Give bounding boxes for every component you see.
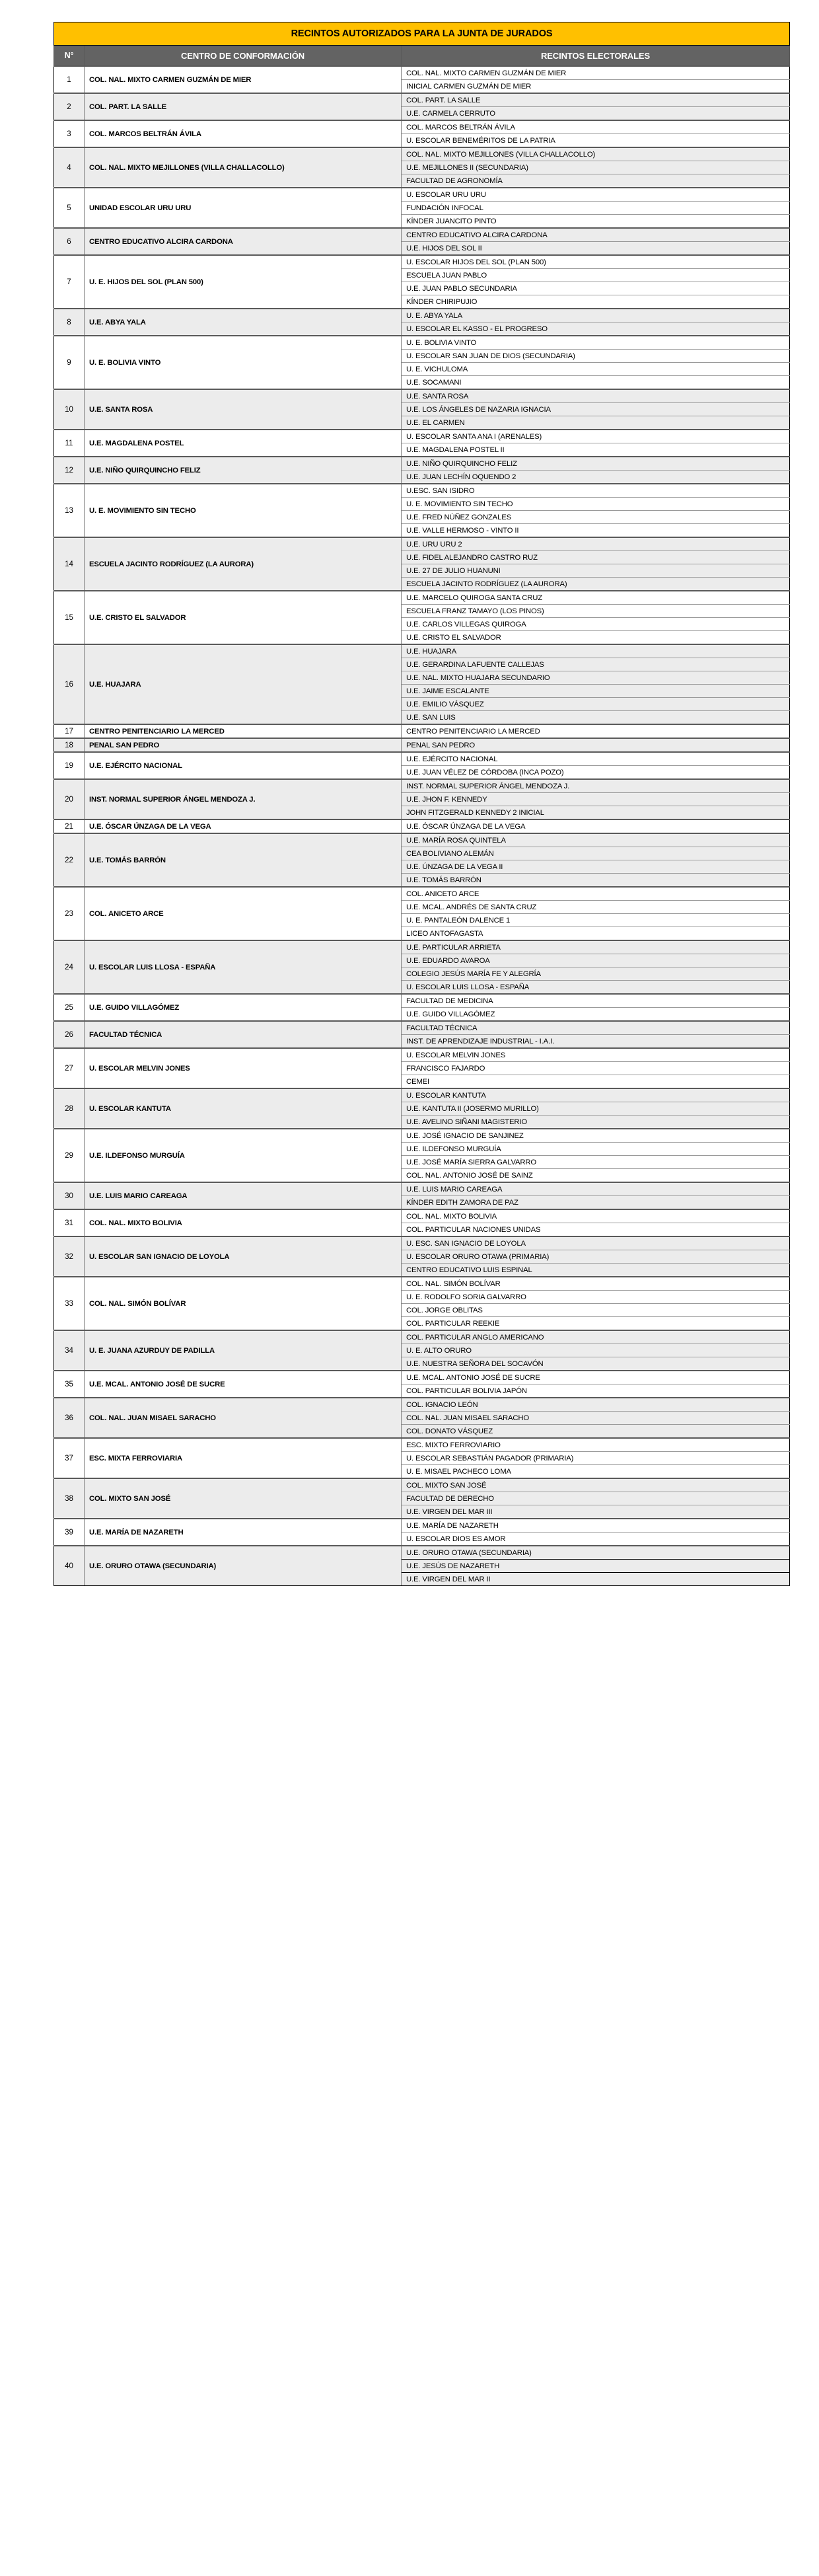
row-number: 37 [54, 1438, 85, 1478]
recinto-electoral-cell: COL. NAL. MIXTO CARMEN GUZMÁN DE MIER [402, 66, 790, 80]
row-number: 40 [54, 1546, 85, 1586]
recinto-electoral-cell: U. ESCOLAR SAN JUAN DE DIOS (SECUNDARIA) [402, 350, 790, 363]
recintos-table [53, 22, 790, 1586]
centro-de-conformacion-cell: ESCUELA JACINTO RODRÍGUEZ (LA AURORA) [85, 537, 402, 591]
centro-de-conformacion-cell: U.E. HUAJARA [85, 644, 402, 724]
recinto-electoral-cell: U.E. LOS ÁNGELES DE NAZARIA IGNACIA [402, 403, 790, 416]
column-header-num: N° [54, 46, 85, 67]
recinto-electoral-cell: U. ESCOLAR LUIS LLOSA - ESPAÑA [402, 981, 790, 995]
recinto-electoral-cell: U.E. VALLE HERMOSO - VINTO II [402, 524, 790, 538]
recinto-electoral-cell: U.E. ORURO OTAWA (SECUNDARIA) [402, 1546, 790, 1560]
recinto-electoral-cell: FACULTAD TÉCNICA [402, 1021, 790, 1035]
page-title: RECINTOS AUTORIZADOS PARA LA JUNTA DE JURADOS [54, 22, 790, 46]
centro-de-conformacion-cell: UNIDAD ESCOLAR URU URU [85, 188, 402, 228]
recinto-electoral-cell: KÍNDER JUANCITO PINTO [402, 215, 790, 229]
recinto-electoral-cell: U. ESCOLAR BENEMÉRITOS DE LA PATRIA [402, 134, 790, 148]
recinto-electoral-cell: U.E. ÓSCAR ÚNZAGA DE LA VEGA [402, 819, 790, 833]
centro-de-conformacion-cell: U.E. MAGDALENA POSTEL [85, 430, 402, 457]
recinto-electoral-cell: U.E. KANTUTA II (JOSERMO MURILLO) [402, 1102, 790, 1116]
table-row [54, 389, 790, 403]
table-row [54, 255, 790, 269]
recinto-electoral-cell: COL. MARCOS BELTRÁN ÁVILA [402, 120, 790, 134]
table-title-row [54, 22, 790, 46]
recinto-electoral-cell: U. ESCOLAR ORURO OTAWA (PRIMARIA) [402, 1250, 790, 1264]
column-header-centro-conformacion: CENTRO DE CONFORMACIÓN [85, 46, 402, 67]
row-number: 30 [54, 1182, 85, 1209]
centro-de-conformacion-cell: U.E. ORURO OTAWA (SECUNDARIA) [85, 1546, 402, 1586]
recinto-electoral-cell: CEMEI [402, 1075, 790, 1089]
recinto-electoral-cell: U.E. AVELINO SIÑANI MAGISTERIO [402, 1116, 790, 1129]
recinto-electoral-cell: U.E. MARÍA ROSA QUINTELA [402, 833, 790, 847]
table-row [54, 1236, 790, 1250]
table-row [54, 1277, 790, 1291]
recinto-electoral-cell: CENTRO EDUCATIVO LUIS ESPINAL [402, 1264, 790, 1277]
recinto-electoral-cell: COLEGIO JESÚS MARÍA FE Y ALEGRÍA [402, 967, 790, 981]
row-number: 24 [54, 940, 85, 994]
recinto-electoral-cell: COL. MIXTO SAN JOSÉ [402, 1478, 790, 1492]
recinto-electoral-cell: U.E. HIJOS DEL SOL II [402, 242, 790, 256]
row-number: 35 [54, 1371, 85, 1398]
recinto-electoral-cell: U.E. CARLOS VILLEGAS QUIROGA [402, 618, 790, 631]
centro-de-conformacion-cell: U.E. NIÑO QUIRQUINCHO FELIZ [85, 457, 402, 484]
table-row [54, 644, 790, 658]
recinto-electoral-cell: U. ESCOLAR DIOS ES AMOR [402, 1533, 790, 1546]
recinto-electoral-cell: U.E. FIDEL ALEJANDRO CASTRO RUZ [402, 551, 790, 564]
recinto-electoral-cell: U.E. EMILIO VÁSQUEZ [402, 698, 790, 711]
row-number: 39 [54, 1519, 85, 1546]
recinto-electoral-cell: U.E. PARTICULAR ARRIETA [402, 940, 790, 954]
centro-de-conformacion-cell: U. ESCOLAR MELVIN JONES [85, 1048, 402, 1088]
recinto-electoral-cell: KÍNDER EDITH ZAMORA DE PAZ [402, 1196, 790, 1210]
row-number: 9 [54, 336, 85, 389]
recinto-electoral-cell: U.E. ÚNZAGA DE LA VEGA II [402, 860, 790, 874]
recinto-electoral-cell: U. E. ALTO ORURO [402, 1344, 790, 1357]
recinto-electoral-cell: FACULTAD DE AGRONOMÍA [402, 174, 790, 188]
centro-de-conformacion-cell: INST. NORMAL SUPERIOR ÁNGEL MENDOZA J. [85, 779, 402, 819]
table-row [54, 93, 790, 107]
recinto-electoral-cell: COL. PART. LA SALLE [402, 93, 790, 107]
table-row [54, 1438, 790, 1452]
row-number: 16 [54, 644, 85, 724]
recinto-electoral-cell: U.E. JAIME ESCALANTE [402, 685, 790, 698]
recinto-electoral-cell: U.E. JOSÉ MARÍA SIERRA GALVARRO [402, 1156, 790, 1169]
recinto-electoral-cell: U.E. EDUARDO AVAROA [402, 954, 790, 967]
row-number: 5 [54, 188, 85, 228]
recinto-electoral-cell: INST. NORMAL SUPERIOR ÁNGEL MENDOZA J. [402, 779, 790, 793]
table-row [54, 147, 790, 161]
recinto-electoral-cell: U. ESCOLAR EL KASSO - EL PROGRESO [402, 322, 790, 336]
recinto-electoral-cell: U.E. EJÉRCITO NACIONAL [402, 752, 790, 766]
recinto-electoral-cell: U.E. MARCELO QUIROGA SANTA CRUZ [402, 591, 790, 605]
centro-de-conformacion-cell: FACULTAD TÉCNICA [85, 1021, 402, 1048]
row-number: 38 [54, 1478, 85, 1519]
row-number: 26 [54, 1021, 85, 1048]
centro-de-conformacion-cell: COL. NAL. JUAN MISAEL SARACHO [85, 1398, 402, 1438]
recinto-electoral-cell: U.E. NAL. MIXTO HUAJARA SECUNDARIO [402, 671, 790, 685]
table-row [54, 1330, 790, 1344]
recinto-electoral-cell: U.E. HUAJARA [402, 644, 790, 658]
centro-de-conformacion-cell: U.E. LUIS MARIO CAREAGA [85, 1182, 402, 1209]
row-number: 34 [54, 1330, 85, 1371]
recinto-electoral-cell: COL. NAL. ANTONIO JOSÉ DE SAINZ [402, 1169, 790, 1183]
centro-de-conformacion-cell: U. E. BOLIVIA VINTO [85, 336, 402, 389]
recinto-electoral-cell: U.E. GUIDO VILLAGÓMEZ [402, 1008, 790, 1022]
recinto-electoral-cell: U.E. JUAN VÉLEZ DE CÓRDOBA (INCA POZO) [402, 766, 790, 780]
table-row [54, 724, 790, 738]
row-number: 33 [54, 1277, 85, 1330]
recinto-electoral-cell: U. E. VICHULOMA [402, 363, 790, 376]
centro-de-conformacion-cell: COL. ANICETO ARCE [85, 887, 402, 940]
recinto-electoral-cell: U.E. GERARDINA LAFUENTE CALLEJAS [402, 658, 790, 671]
table-row [54, 752, 790, 766]
table-row [54, 1182, 790, 1196]
row-number: 31 [54, 1209, 85, 1236]
recinto-electoral-cell: U. E. MOVIMIENTO SIN TECHO [402, 498, 790, 511]
table-row [54, 779, 790, 793]
row-number: 2 [54, 93, 85, 120]
recinto-electoral-cell: U. ESC. SAN IGNACIO DE LOYOLA [402, 1236, 790, 1250]
table-row [54, 537, 790, 551]
recinto-electoral-cell: U.E. LUIS MARIO CAREAGA [402, 1182, 790, 1196]
row-number: 14 [54, 537, 85, 591]
row-number: 7 [54, 255, 85, 309]
row-number: 6 [54, 228, 85, 255]
recinto-electoral-cell: U.E. JESÚS DE NAZARETH [402, 1560, 790, 1573]
recinto-electoral-cell: COL. PARTICULAR REEKIE [402, 1317, 790, 1331]
recinto-electoral-cell: CEA BOLIVIANO ALEMÁN [402, 847, 790, 860]
row-number: 28 [54, 1088, 85, 1129]
row-number: 8 [54, 309, 85, 336]
table-row [54, 1048, 790, 1062]
recinto-electoral-cell: ESCUELA FRANZ TAMAYO (LOS PINOS) [402, 605, 790, 618]
row-number: 23 [54, 887, 85, 940]
column-header-recintos-electorales: RECINTOS ELECTORALES [402, 46, 790, 67]
centro-de-conformacion-cell: U.E. ILDEFONSO MURGUÍA [85, 1129, 402, 1182]
centro-de-conformacion-cell: U.E. TOMÁS BARRÓN [85, 833, 402, 887]
centro-de-conformacion-cell: U.E. EJÉRCITO NACIONAL [85, 752, 402, 779]
centro-de-conformacion-cell: U.E. GUIDO VILLAGÓMEZ [85, 994, 402, 1021]
centro-de-conformacion-cell: U. ESCOLAR KANTUTA [85, 1088, 402, 1129]
recinto-electoral-cell: COL. DONATO VÁSQUEZ [402, 1425, 790, 1439]
recinto-electoral-cell: U.E. SAN LUIS [402, 711, 790, 725]
recinto-electoral-cell: U. ESCOLAR HIJOS DEL SOL (PLAN 500) [402, 255, 790, 269]
table-row [54, 994, 790, 1008]
recinto-electoral-cell: U.E. CRISTO EL SALVADOR [402, 631, 790, 645]
centro-de-conformacion-cell: U.E. ABYA YALA [85, 309, 402, 336]
recinto-electoral-cell: U. E. ABYA YALA [402, 309, 790, 322]
recinto-electoral-cell: U.ESC. SAN ISIDRO [402, 484, 790, 498]
recinto-electoral-cell: INST. DE APRENDIZAJE INDUSTRIAL - I.A.I. [402, 1035, 790, 1049]
recinto-electoral-cell: U.E. MCAL. ANDRÉS DE SANTA CRUZ [402, 901, 790, 914]
table-row [54, 309, 790, 322]
recinto-electoral-cell: U. E. MISAEL PACHECO LOMA [402, 1465, 790, 1479]
centro-de-conformacion-cell: COL. NAL. MIXTO CARMEN GUZMÁN DE MIER [85, 66, 402, 93]
recinto-electoral-cell: COL. ANICETO ARCE [402, 887, 790, 901]
row-number: 15 [54, 591, 85, 644]
row-number: 4 [54, 147, 85, 188]
row-number: 21 [54, 819, 85, 833]
recinto-electoral-cell: ESC. MIXTO FERROVIARIO [402, 1438, 790, 1452]
table-row [54, 430, 790, 443]
row-number: 13 [54, 484, 85, 537]
recinto-electoral-cell: COL. NAL. MIXTO BOLIVIA [402, 1209, 790, 1223]
table-row [54, 228, 790, 242]
row-number: 27 [54, 1048, 85, 1088]
row-number: 3 [54, 120, 85, 147]
recinto-electoral-cell: U.E. FRED NÚÑEZ GONZALES [402, 511, 790, 524]
row-number: 22 [54, 833, 85, 887]
recinto-electoral-cell: FRANCISCO FAJARDO [402, 1062, 790, 1075]
centro-de-conformacion-cell: CENTRO EDUCATIVO ALCIRA CARDONA [85, 228, 402, 255]
recinto-electoral-cell: INICIAL CARMEN GUZMÁN DE MIER [402, 80, 790, 94]
centro-de-conformacion-cell: U.E. SANTA ROSA [85, 389, 402, 430]
recinto-electoral-cell: COL. PARTICULAR BOLIVIA JAPÓN [402, 1384, 790, 1398]
recinto-electoral-cell: ESCUELA JUAN PABLO [402, 269, 790, 282]
table-row [54, 833, 790, 847]
recinto-electoral-cell: U.E. MARÍA DE NAZARETH [402, 1519, 790, 1533]
recinto-electoral-cell: COL. NAL. JUAN MISAEL SARACHO [402, 1412, 790, 1425]
recinto-electoral-cell: COL. PARTICULAR ANGLO AMERICANO [402, 1330, 790, 1344]
table-row [54, 336, 790, 350]
table-row [54, 591, 790, 605]
recinto-electoral-cell: U.E. EL CARMEN [402, 416, 790, 430]
recinto-electoral-cell: CENTRO EDUCATIVO ALCIRA CARDONA [402, 228, 790, 242]
recinto-electoral-cell: U. ESCOLAR SANTA ANA I (ARENALES) [402, 430, 790, 443]
row-number: 12 [54, 457, 85, 484]
recinto-electoral-cell: U.E. JHON F. KENNEDY [402, 793, 790, 806]
centro-de-conformacion-cell: COL. NAL. SIMÓN BOLÍVAR [85, 1277, 402, 1330]
recinto-electoral-cell: U.E. VIRGEN DEL MAR III [402, 1505, 790, 1519]
recinto-electoral-cell: COL. NAL. SIMÓN BOLÍVAR [402, 1277, 790, 1291]
centro-de-conformacion-cell: U. E. HIJOS DEL SOL (PLAN 500) [85, 255, 402, 309]
recinto-electoral-cell: U.E. TOMÁS BARRÓN [402, 874, 790, 888]
centro-de-conformacion-cell: ESC. MIXTA FERROVIARIA [85, 1438, 402, 1478]
table-row [54, 887, 790, 901]
table-row [54, 1519, 790, 1533]
table-row [54, 120, 790, 134]
recinto-electoral-cell: U. E. PANTALEÓN DALENCE 1 [402, 914, 790, 927]
recinto-electoral-cell: U.E. JUAN LECHÍN OQUENDO 2 [402, 471, 790, 484]
table-row [54, 1021, 790, 1035]
recinto-electoral-cell: U.E. JOSÉ IGNACIO DE SANJINEZ [402, 1129, 790, 1143]
table-row [54, 1546, 790, 1560]
row-number: 18 [54, 738, 85, 752]
recinto-electoral-cell: U. E. RODOLFO SORIA GALVARRO [402, 1291, 790, 1304]
recinto-electoral-cell: COL. IGNACIO LEÓN [402, 1398, 790, 1412]
recinto-electoral-cell: U.E. 27 DE JULIO HUANUNI [402, 564, 790, 578]
centro-de-conformacion-cell: PENAL SAN PEDRO [85, 738, 402, 752]
recinto-electoral-cell: U.E. SANTA ROSA [402, 389, 790, 403]
recinto-electoral-cell: U.E. MEJILLONES II (SECUNDARIA) [402, 161, 790, 174]
table-row [54, 1129, 790, 1143]
table-row [54, 484, 790, 498]
row-number: 10 [54, 389, 85, 430]
recinto-electoral-cell: U.E. SOCAMANI [402, 376, 790, 390]
row-number: 19 [54, 752, 85, 779]
centro-de-conformacion-cell: U.E. MCAL. ANTONIO JOSÉ DE SUCRE [85, 1371, 402, 1398]
recinto-electoral-cell: COL. JORGE OBLITAS [402, 1304, 790, 1317]
row-number: 20 [54, 779, 85, 819]
centro-de-conformacion-cell: COL. NAL. MIXTO MEJILLONES (VILLA CHALLACOLLO) [85, 147, 402, 188]
recinto-electoral-cell: U.E. URU URU 2 [402, 537, 790, 551]
recinto-electoral-cell: COL. NAL. MIXTO MEJILLONES (VILLA CHALLACOLLO) [402, 147, 790, 161]
table-row [54, 1371, 790, 1384]
recinto-electoral-cell: U.E. MCAL. ANTONIO JOSÉ DE SUCRE [402, 1371, 790, 1384]
recinto-electoral-cell: U. E. BOLIVIA VINTO [402, 336, 790, 350]
recinto-electoral-cell: U.E. CARMELA CERRUTO [402, 107, 790, 121]
centro-de-conformacion-cell: U.E. ÓSCAR ÚNZAGA DE LA VEGA [85, 819, 402, 833]
recinto-electoral-cell: ESCUELA JACINTO RODRÍGUEZ (LA AURORA) [402, 578, 790, 591]
recinto-electoral-cell: KÍNDER CHIRIPUJIO [402, 295, 790, 309]
recinto-electoral-cell: U.E. MAGDALENA POSTEL II [402, 443, 790, 457]
centro-de-conformacion-cell: U.E. MARÍA DE NAZARETH [85, 1519, 402, 1546]
table-row [54, 1478, 790, 1492]
recinto-electoral-cell: COL. PARTICULAR NACIONES UNIDAS [402, 1223, 790, 1237]
row-number: 25 [54, 994, 85, 1021]
centro-de-conformacion-cell: U.E. CRISTO EL SALVADOR [85, 591, 402, 644]
recinto-electoral-cell: U. ESCOLAR SEBASTIÁN PAGADOR (PRIMARIA) [402, 1452, 790, 1465]
recinto-electoral-cell: U.E. VIRGEN DEL MAR II [402, 1573, 790, 1586]
table-row [54, 1209, 790, 1223]
table-row [54, 188, 790, 202]
recinto-electoral-cell: LICEO ANTOFAGASTA [402, 927, 790, 941]
recinto-electoral-cell: JOHN FITZGERALD KENNEDY 2 INICIAL [402, 806, 790, 820]
centro-de-conformacion-cell: COL. NAL. MIXTO BOLIVIA [85, 1209, 402, 1236]
recinto-electoral-cell: U.E. JUAN PABLO SECUNDARIA [402, 282, 790, 295]
recinto-electoral-cell: U.E. NUESTRA SEÑORA DEL SOCAVÓN [402, 1357, 790, 1371]
table-header-row [54, 46, 790, 67]
table-row [54, 819, 790, 833]
centro-de-conformacion-cell: U. E. MOVIMIENTO SIN TECHO [85, 484, 402, 537]
recinto-electoral-cell: PENAL SAN PEDRO [402, 738, 790, 752]
centro-de-conformacion-cell: U. E. JUANA AZURDUY DE PADILLA [85, 1330, 402, 1371]
centro-de-conformacion-cell: U. ESCOLAR LUIS LLOSA - ESPAÑA [85, 940, 402, 994]
centro-de-conformacion-cell: CENTRO PENITENCIARIO LA MERCED [85, 724, 402, 738]
table-row [54, 1398, 790, 1412]
table-row [54, 66, 790, 80]
centro-de-conformacion-cell: COL. PART. LA SALLE [85, 93, 402, 120]
table-row [54, 457, 790, 471]
recinto-electoral-cell: U.E. NIÑO QUIRQUINCHO FELIZ [402, 457, 790, 471]
recinto-electoral-cell: FACULTAD DE DERECHO [402, 1492, 790, 1505]
centro-de-conformacion-cell: COL. MARCOS BELTRÁN ÁVILA [85, 120, 402, 147]
row-number: 36 [54, 1398, 85, 1438]
table-row [54, 940, 790, 954]
row-number: 29 [54, 1129, 85, 1182]
recinto-electoral-cell: FACULTAD DE MEDICINA [402, 994, 790, 1008]
recinto-electoral-cell: U.E. ILDEFONSO MURGUÍA [402, 1143, 790, 1156]
centro-de-conformacion-cell: COL. MIXTO SAN JOSÉ [85, 1478, 402, 1519]
recinto-electoral-cell: FUNDACIÓN INFOCAL [402, 202, 790, 215]
table-body [54, 22, 790, 1586]
row-number: 1 [54, 66, 85, 93]
recinto-electoral-cell: CENTRO PENITENCIARIO LA MERCED [402, 724, 790, 738]
table-row [54, 1088, 790, 1102]
recinto-electoral-cell: U. ESCOLAR KANTUTA [402, 1088, 790, 1102]
table-row [54, 738, 790, 752]
row-number: 11 [54, 430, 85, 457]
recinto-electoral-cell: U. ESCOLAR MELVIN JONES [402, 1048, 790, 1062]
recinto-electoral-cell: U. ESCOLAR URU URU [402, 188, 790, 202]
row-number: 32 [54, 1236, 85, 1277]
row-number: 17 [54, 724, 85, 738]
centro-de-conformacion-cell: U. ESCOLAR SAN IGNACIO DE LOYOLA [85, 1236, 402, 1277]
